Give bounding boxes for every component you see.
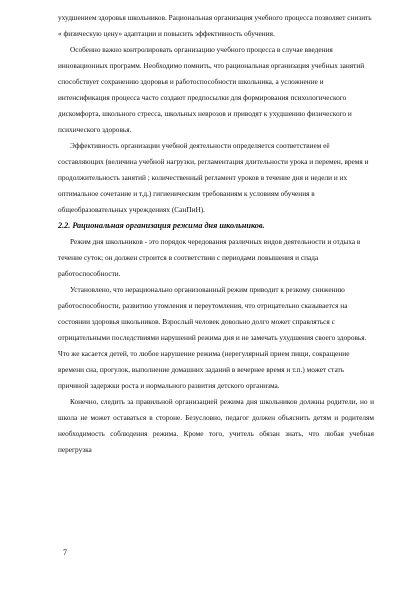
paragraph-innovative-programs: Особенно важно контролировать организацию учебного процесса в случае введения инновационных программ. Необходимо помнить, что рациональная организация учебных занятий способствует сохранению здоровья и работоспособности школьника, а усложнение и интенсификация процесса часто создают предпосылки для формирования психологического дискомфорта, школьного стресса, школьных неврозов и приводят к ухудшению физического и психического здоровья. (58, 45, 365, 134)
page-content (58, 10, 374, 458)
section-heading: 2.2. Рациональная организация режима дня школьников. (58, 221, 265, 230)
paragraph-parents-school: Конечно, следить за правильной организацией режима дня школьников должны родители, но и школа не может оставаться в стороне. Безусловно, педагог должен объяснить детям и родителям необходимость соблюдения режима. Кроме того, учитель обязан знать, что любая учебная перегрузка (58, 397, 374, 454)
paragraph-continuation: ухудшением здоровья школьников. Рациональная организация учебного процесса позволяет снизить « физическую цену» адаптации и повысить эффективность обучения. (58, 13, 372, 38)
paragraph-daily-regime: Режим дня школьников - это порядок чередования различных видов деятельности и отдыха в течение суток; он должен строится в соответствии с периодами повышения и спада работоспособности. (58, 237, 361, 278)
paragraph-irrational-regime: Установлено, что нерационально организованный режим приводит к резкому снижению работоспособности, развитию утомления и переутомления, что отрицательно сказывается на состоянии здоровья школьников. Взрослый человек довольно долго может справляться с отрицательными последствиями нарушений режима дня и не замечать ухудшения своего здоровья. Что же касается детей, то любое нарушение режима (нерегулярный прием пищи, сокращение времени сна, прогулок, выполнение домашних заданий в вечернее время и т.п.) может стать причиной задержки роста и нормального развития детского организма. (58, 285, 367, 390)
paragraph-efficiency: Эффективность организации учебной деятельности определяется соответствием её составляющих (величина учебной нагрузки, регламентация длительности урока и перемен, время и продолжительность занятий ; количественный регламент уроков в течение дня и недели и их оптимальное сочетание и т.д.) гигиеническим требованиям к условиям обучения в общеобразовательных учреждениях (СанПиН). (58, 141, 369, 214)
page-number: 7 (63, 548, 67, 557)
